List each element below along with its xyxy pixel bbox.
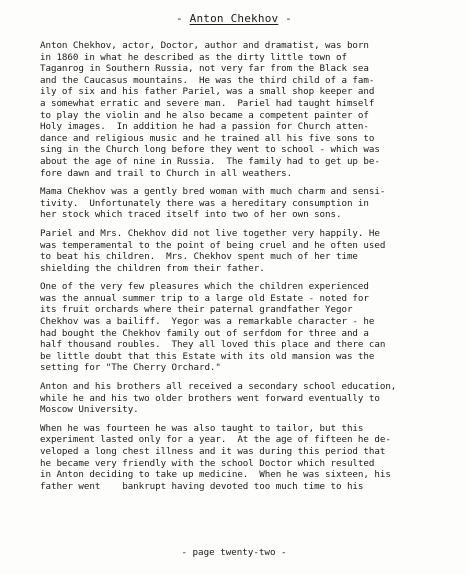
text-line: in 1860 in what he described as the dirty little town of xyxy=(40,51,347,63)
text-line: When he was fourteen he was also taught to tailor, but this xyxy=(40,422,364,434)
text-line: setting for "The Cherry Orchard." xyxy=(40,362,221,374)
text-line: and the Caucasus mountains. He was the third child of a fam- xyxy=(40,74,375,86)
text-line: about the age of nine in Russia. The family had to get up be- xyxy=(40,155,380,167)
text-line: One of the very few pleasures which the children experienced xyxy=(40,281,369,293)
text-line: shielding the children from their father. xyxy=(40,262,265,274)
text-line: fore dawn and trail to Church in all weathers. xyxy=(40,167,293,179)
text-line: in Anton deciding to take up medicine. When he was sixteen, his xyxy=(40,469,391,481)
text-line: Anton Chekhov, actor, Doctor, author and dramatist, was born xyxy=(40,40,369,51)
text-line: be little doubt that this Estate with its old mansion was the xyxy=(40,350,375,362)
text-line: its fruit orchards where their paternal grandfather Yegor xyxy=(40,304,353,316)
text-line: veloped a long chest illness and it was during this period that xyxy=(40,446,386,457)
title-name: Anton Chekhov xyxy=(189,12,279,25)
text-line: Chekhov was a bailiff. Yegor was a remarkable character - he xyxy=(40,316,375,328)
paragraph xyxy=(40,381,460,416)
text-line: tivity. Unfortunately there was a hereditary consumption in xyxy=(40,197,369,209)
text-line: to beat his children. Mrs. Chekhov spent much of her time xyxy=(40,251,358,263)
text-line: Holy images. In addition he had a passion for Church atten- xyxy=(40,121,369,133)
text-line: a somewhat erratic and severe man. Pariel had taught himself xyxy=(40,97,375,109)
paragraph xyxy=(40,281,460,374)
document-title xyxy=(0,12,468,26)
text-line: her stock which traced itself into two of her own sons. xyxy=(40,209,342,221)
text-line: half thousand roubles. They all loved this place and there can xyxy=(40,339,386,351)
paragraph xyxy=(40,423,460,493)
text-line: was the annual summer trip to a large old Estate - noted for xyxy=(40,292,369,304)
text-line: dance and religious music and he trained all his five sons to xyxy=(40,132,375,144)
text-line: Taganrog in Southern Russia, not very far from the Black sea xyxy=(40,63,369,75)
text-line: to play the violin and he also became a competent painter of xyxy=(40,109,369,121)
text-line: was temperamental to the point of being cruel and he often used xyxy=(40,239,386,251)
text-line: Anton and his brothers all received a secondary school education, xyxy=(40,381,397,393)
text-line: sing in the Church long before they went to school - which was xyxy=(40,144,380,156)
page-footer: - page twenty-two - xyxy=(181,547,287,558)
paragraph xyxy=(40,40,460,179)
title-prefix: - xyxy=(175,12,190,25)
text-line: he became very friendly with the school Doctor which resulted xyxy=(40,457,375,469)
text-line: experiment lasted only for a year. At the age of fifteen he de- xyxy=(40,434,391,446)
text-line: Pariel and Mrs. Chekhov did not live together very happily. He xyxy=(40,227,380,239)
document-body xyxy=(40,40,460,499)
text-line: Moscow University. xyxy=(40,404,139,416)
text-line: while he and his two older brothers went forward eventually to xyxy=(40,392,380,404)
text-line: father went bankrupt having devoted too much time to his xyxy=(40,480,364,492)
paragraph xyxy=(40,228,460,274)
text-line: had bought the Chekhov family out of serfdom for three and a xyxy=(40,327,369,339)
title-suffix: - xyxy=(278,12,292,25)
text-line: Mama Chekhov was a gently bred woman with much charm and sensi- xyxy=(40,186,386,198)
paragraph xyxy=(40,186,460,221)
text-line: ily of six and his father Pariel, was a small shop keeper and xyxy=(40,86,375,98)
